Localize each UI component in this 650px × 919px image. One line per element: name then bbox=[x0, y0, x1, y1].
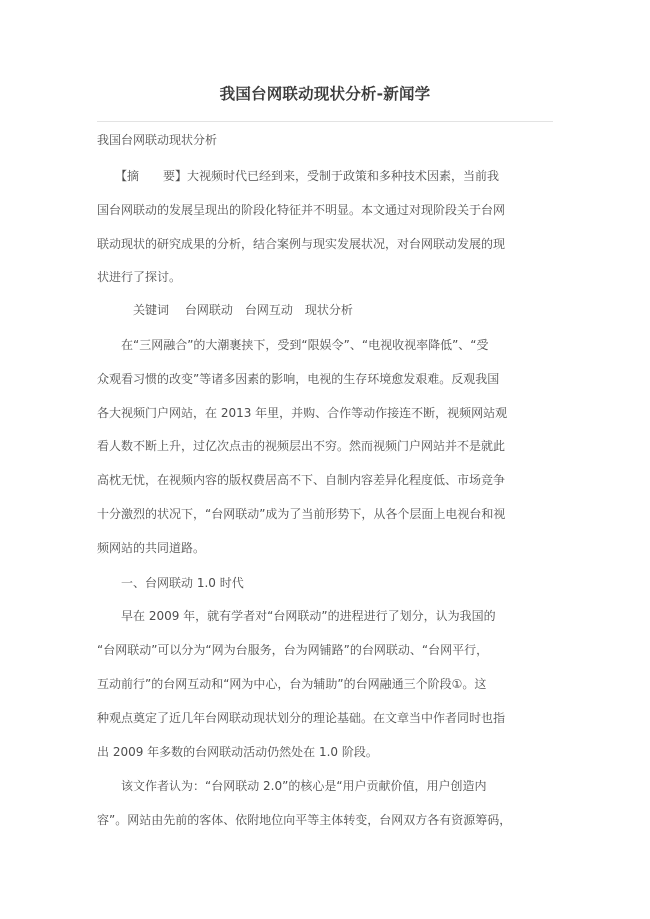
body-line: 在“三网融合”的大潮裹挟下，受到“限娱令”、“电视收视率降低”、“受 bbox=[97, 338, 489, 352]
body-line: 互动前行”的台网互动和“网为中心，台为辅助”的台网融通三个阶段①。这 bbox=[97, 677, 487, 691]
body-line: 十分激烈的状况下，“台网联动”成为了当前形势下，从各个层面上电视台和视 bbox=[97, 507, 506, 521]
body-line: 种观点奠定了近几年台网联动现状划分的理论基础。在文章当中作者同时也指 bbox=[97, 711, 506, 725]
body-line: 该文作者认为：“台网联动 2.0”的核心是“用户贡献价值，用户创造内 bbox=[97, 779, 487, 793]
keywords-line: 关键词 台网联动 台网互动 现状分析 bbox=[97, 303, 353, 317]
abstract-line: 国台网联动的发展呈现出的阶段化特征并不明显。本文通过对现阶段关于台网 bbox=[97, 203, 506, 217]
body-line: 高枕无忧，在视频内容的版权费居高不下、自制内容差异化程度低、市场竞争 bbox=[97, 473, 506, 487]
body-line: 频网站的共同道路。 bbox=[97, 541, 206, 555]
body-line: 各大视频门户网站，在 2013 年里，并购、合作等动作接连不断，视频网站观 bbox=[97, 406, 508, 420]
body-line: 众观看习惯的改变”等诸多因素的影响，电视的生存环境愈发艰难。反观我国 bbox=[97, 372, 500, 386]
body-line: 出 2009 年多数的台网联动活动仍然处在 1.0 阶段。 bbox=[97, 745, 378, 759]
title-divider bbox=[97, 121, 553, 122]
abstract-line: 联动现状的研究成果的分析，结合案例与现实发展状况，对台网联动发展的现 bbox=[97, 237, 506, 251]
body-line: “台网联动”可以分为“网为台服务，台为网铺路”的台网联动、“台网平行， bbox=[97, 643, 489, 657]
body-line: 看人数不断上升，过亿次点击的视频层出不穷。然而视频门户网站并不是就此 bbox=[97, 439, 506, 453]
abstract-line: 状进行了探讨。 bbox=[97, 270, 182, 284]
body-line: 早在 2009 年，就有学者对“台网联动”的进程进行了划分，认为我国的 bbox=[97, 609, 496, 623]
section-heading: 一、台网联动 1.0 时代 bbox=[97, 576, 244, 590]
body-line: 容”。网站由先前的客体、依附地位向平等主体转变，台网双方各有资源筹码， bbox=[97, 813, 512, 827]
abstract-line: 【摘 要】大视频时代已经到来，受制于政策和多种技术因素，当前我 bbox=[97, 169, 500, 183]
document-title: 我国台网联动现状分析-新闻学 bbox=[219, 85, 431, 103]
document-subtitle: 我国台网联动现状分析 bbox=[97, 133, 218, 147]
